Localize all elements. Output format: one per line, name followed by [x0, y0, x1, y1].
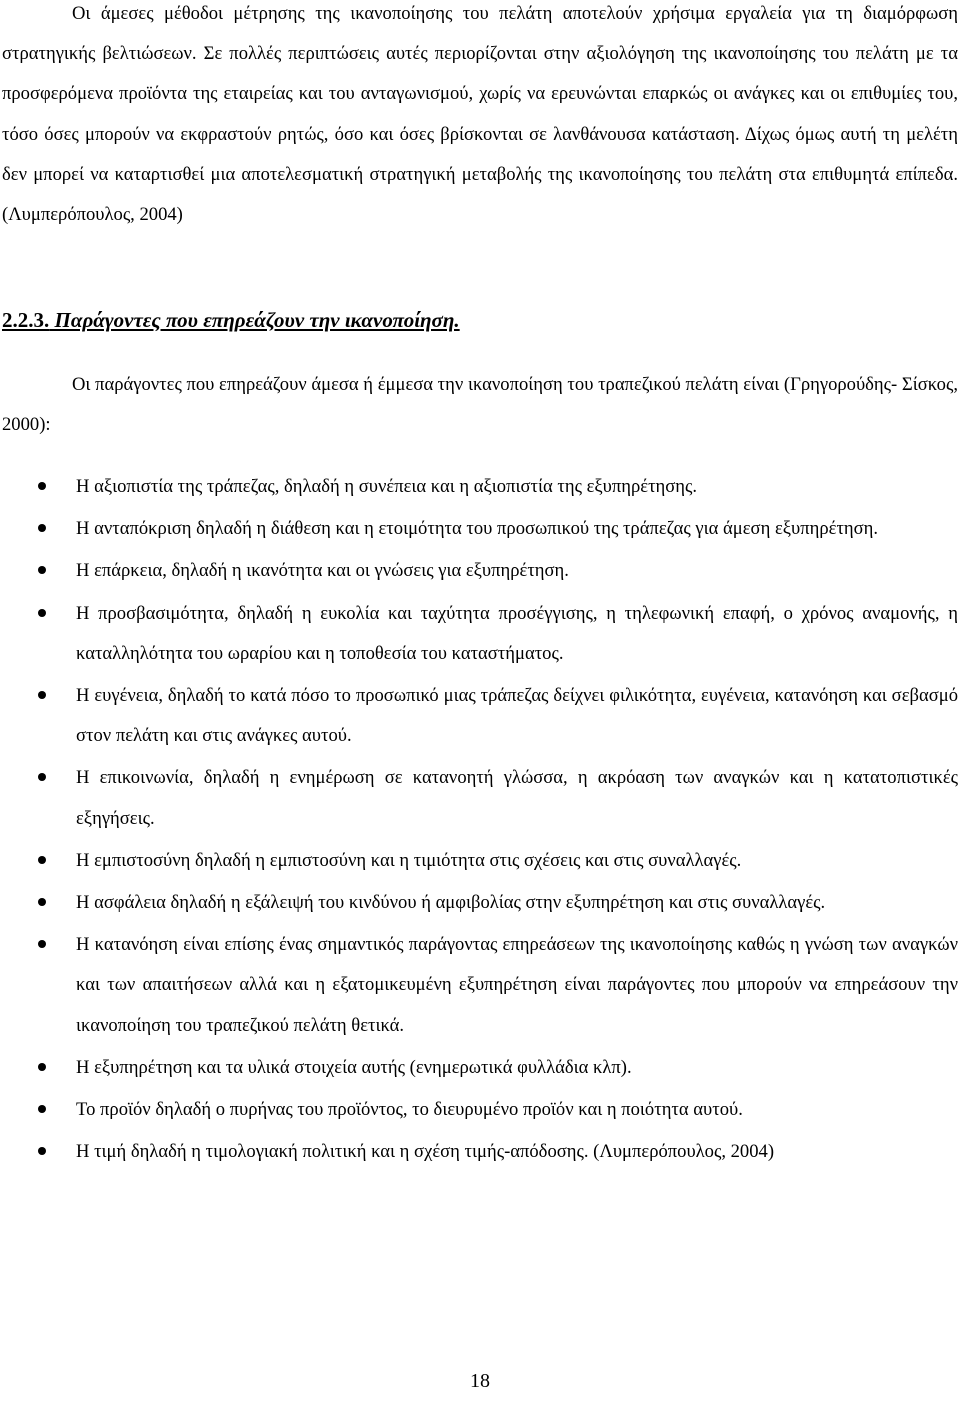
bullet-icon [38, 940, 46, 948]
list-item-text: Η εξυπηρέτηση και τα υλικά στοιχεία αυτής (ενημερωτικά φυλλάδια κλπ). [76, 1056, 632, 1078]
list-item [0, 841, 958, 881]
bullet-icon [38, 773, 46, 781]
list-item [0, 467, 958, 507]
list-item [0, 1090, 958, 1130]
list-item [0, 594, 958, 674]
list-item [0, 883, 958, 923]
bullet-icon [38, 609, 46, 617]
bullet-icon [38, 1147, 46, 1155]
bullet-icon [38, 1105, 46, 1113]
list-item-text: Η επάρκεια, δηλαδή η ικανότητα και οι γνώσεις για εξυπηρέτηση. [76, 560, 569, 582]
section-heading [2, 300, 460, 340]
list-item-text: Η εμπιστοσύνη δηλαδή η εμπιστοσύνη και η τιμιότητα στις σχέσεις και στις συναλλαγές. [76, 849, 742, 871]
bullet-icon [38, 524, 46, 532]
bullet-icon [38, 691, 46, 699]
list-item [0, 925, 958, 1046]
list-item-text: Η αξιοπιστία της τράπεζας, δηλαδή η συνέπεια και η αξιοπιστία της εξυπηρέτησης. [76, 476, 698, 497]
intro-paragraph [2, 0, 958, 235]
bullet-icon [38, 898, 46, 906]
section-title: Παράγοντες που επηρεάζουν την ικανοποίηση. [54, 308, 460, 332]
list-item [0, 676, 958, 756]
list-item [0, 1132, 958, 1172]
section-number: 2.2.3. [2, 308, 50, 332]
list-item-text: Η κατανόηση είναι επίσης ένας σημαντικός παράγοντας επηρεάσεων της ικανοποίησης καθώς η γνώση των αναγκών και των απαιτήσεων αλλά και η εξατομικευμένη εξυπηρέτηση είναι παράγοντες που μπορούν να επηρεάσουν την ικανοποίηση του τραπεζικού πελάτη θετικά. [76, 934, 958, 1036]
list-item-text: Το προϊόν δηλαδή ο πυρήνας του προϊόντος, το διευρυμένο προϊόν και η ποιότητα αυτού. [76, 1099, 743, 1121]
list-item [0, 551, 958, 591]
list-item [0, 509, 958, 549]
factors-list [0, 467, 960, 1174]
list-item-text: Η ασφάλεια δηλαδή η εξάλειψή του κινδύνου ή αμφιβολίας στην εξυπηρέτηση και στις συναλλαγές. [76, 892, 826, 914]
intro-paragraph-text: Οι άμεσες μέθοδοι μέτρησης της ικανοποίησης του πελάτη αποτελούν χρήσιμα εργαλεία για τη διαμόρφωση στρατηγικής βελτιώσεων. Σε πολλές περιπτώσεις αυτές περιορίζονται στην αξιολόγηση της ικανοποίησης του πελάτη με τα προσφερόμενα προϊόντα της εταιρείας και του ανταγωνισμού, χωρίς να ερευνώνται επαρκώς οι ανάγκες και οι επιθυμίες του, τόσο όσες μπορούν να εκφραστούν ρητώς, όσο και όσες βρίσκονται σε λανθάνουσα κατάσταση. Δίχως όμως αυτή τη μελέτη δεν μπορεί να καταρτισθεί μια αποτελεσματική στρατηγική μεταβολής της ικανοποίησης του πελάτη στα επιθυμητά επίπεδα. (Λυμπερόπουλος, 2004) [2, 3, 958, 226]
list-item-text: Η προσβασιμότητα, δηλαδή η ευκολία και ταχύτητα προσέγγισης, η τηλεφωνική επαφή, ο χρόνος αναμονής, η καταλληλότητα του ωραρίου και η τοποθεσία του καταστήματος. [76, 602, 958, 664]
list-item-text: Η ανταπόκριση δηλαδή η διάθεση και η ετοιμότητα του προσωπικού της τράπεζας για άμεση εξυπηρέτηση. [76, 518, 879, 540]
bullet-icon [38, 566, 46, 574]
bullet-icon [38, 856, 46, 864]
bullet-icon [38, 1063, 46, 1071]
lead-paragraph-text: Οι παράγοντες που επηρεάζουν άμεσα ή έμμεσα την ικανοποίηση του τραπεζικού πελάτη είναι (Γρηγορούδης- Σίσκος, 2000): [2, 374, 958, 436]
list-item [0, 1048, 958, 1088]
list-item-text: Η ευγένεια, δηλαδή το κατά πόσο το προσωπικό μιας τράπεζας δείχνει φιλικότητα, ευγένεια, κατανόηση και σεβασμό στον πελάτη και στις ανάγκες αυτού. [76, 685, 958, 747]
lead-paragraph [2, 365, 958, 445]
page-number: 18 [470, 1370, 490, 1392]
bullet-icon [38, 482, 46, 490]
list-item-text: Η τιμή δηλαδή η τιμολογιακή πολιτική και η σχέση τιμής-απόδοσης. (Λυμπερόπουλος, 2004) [76, 1141, 775, 1163]
list-item-text: Η επικοινωνία, δηλαδή η ενημέρωση σε κατανοητή γλώσσα, η ακρόαση των αναγκών και η κατατοπιστικές εξηγήσεις. [76, 767, 958, 829]
list-item [0, 758, 958, 838]
